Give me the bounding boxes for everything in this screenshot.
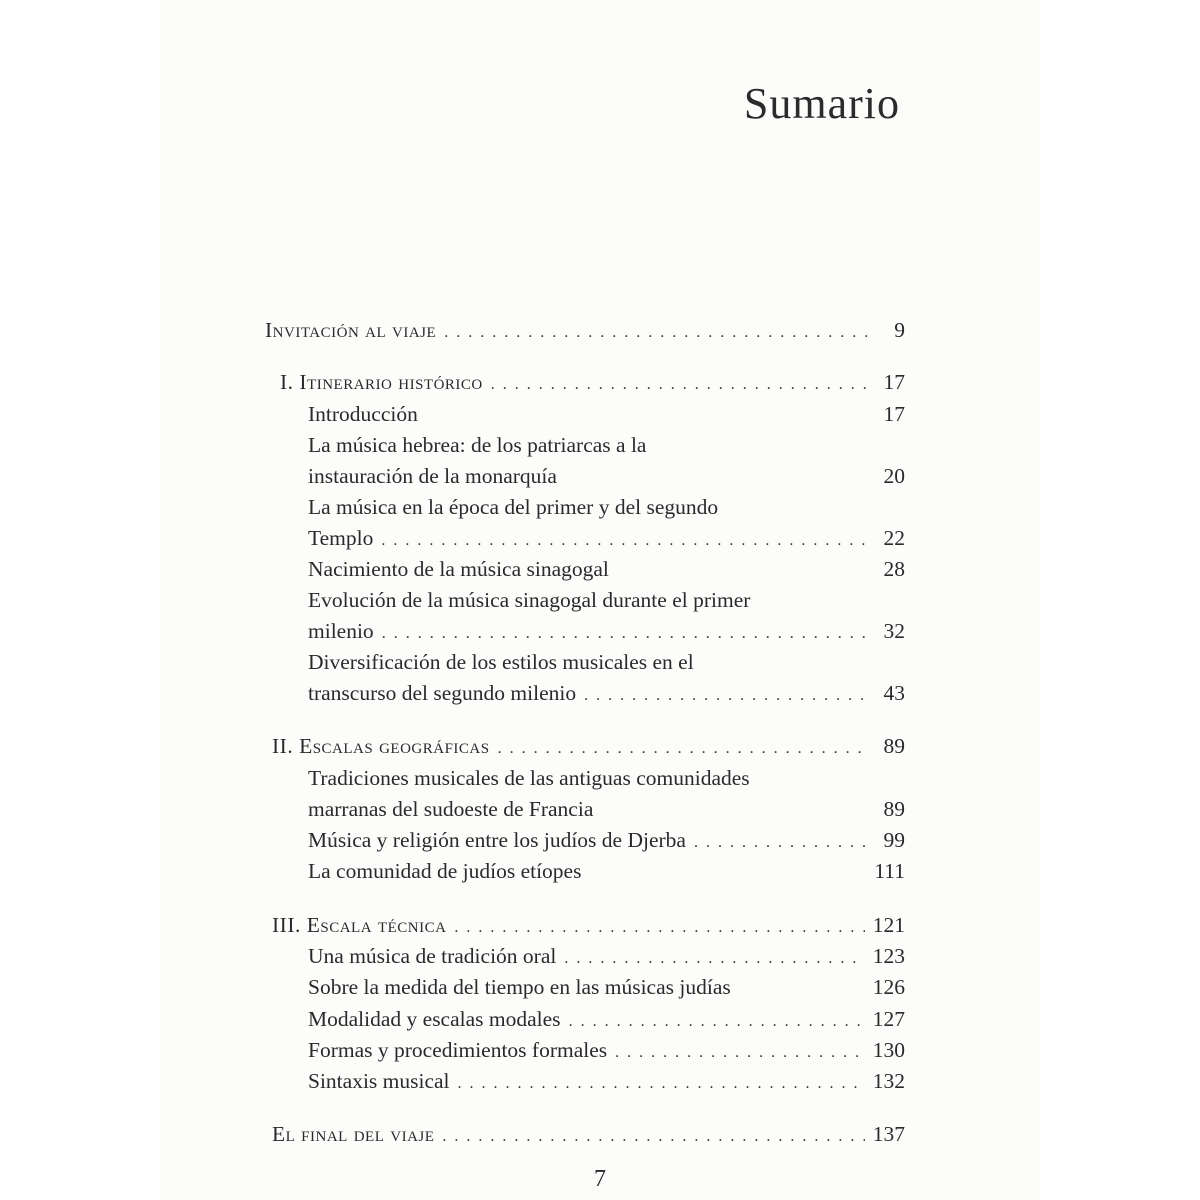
toc-entry-part-3[interactable]	[272, 913, 905, 938]
toc-page-number: 127	[872, 1007, 905, 1031]
toc-entry-final[interactable]	[272, 1122, 905, 1147]
toc-entry-templo[interactable]	[308, 526, 905, 551]
toc-page-number: 121	[872, 913, 905, 937]
toc-page-number: 20	[883, 464, 905, 488]
toc-page-number: 137	[872, 1122, 905, 1146]
toc-page-number: 132	[872, 1069, 905, 1093]
toc-page-number: 9	[894, 318, 905, 342]
leader-dots	[382, 625, 867, 643]
toc-label: Templo	[308, 526, 374, 550]
toc-label: transcurso del segundo milenio	[308, 681, 577, 705]
leader-dots	[584, 687, 867, 705]
toc-page-number: 89	[883, 734, 905, 758]
page-title: Sumario	[743, 79, 900, 128]
toc-label: Sobre la medida del tiempo en las músicas judías	[308, 975, 731, 999]
toc-entry-introduccion[interactable]	[308, 402, 905, 427]
toc-label: Invitación al viaje	[265, 318, 437, 342]
toc-entry-diversificacion[interactable]	[308, 681, 905, 706]
toc-entry-modalidad[interactable]	[308, 1007, 905, 1032]
toc-page-number: 17	[883, 402, 905, 426]
toc-entry-tradiciones[interactable]	[308, 797, 905, 822]
toc-label: milenio	[308, 619, 374, 643]
toc-page-number: 123	[872, 944, 905, 968]
toc-entry-evolucion[interactable]	[308, 619, 905, 644]
leader-dots	[444, 324, 867, 342]
toc-page-number: 111	[874, 859, 905, 883]
toc-label: Formas y procedimientos formales	[308, 1038, 608, 1062]
toc-entry-djerba[interactable]	[308, 828, 905, 853]
toc-page-number: 43	[883, 681, 905, 705]
toc-entry-hebrea[interactable]	[308, 464, 905, 489]
toc-entry-diversificacion-line1: Diversificación de los estilos musicales en el	[308, 650, 694, 674]
toc-label: Nacimiento de la música sinagogal	[308, 557, 609, 581]
toc-entry-evolucion-line1: Evolución de la música sinagogal durante el primer	[308, 588, 751, 612]
toc-entry-etiopes[interactable]	[308, 859, 905, 884]
toc-label: El final del viaje	[272, 1122, 435, 1146]
toc-label: La comunidad de judíos etíopes	[308, 859, 582, 883]
toc-label: Introducción	[308, 402, 418, 426]
toc-entry-part-2[interactable]	[272, 734, 905, 759]
toc-label: I. Itinerario histórico	[280, 370, 483, 394]
toc-page-number: 126	[872, 975, 905, 999]
toc-page-number: 89	[883, 797, 905, 821]
leader-dots	[694, 834, 867, 852]
leader-dots	[454, 919, 864, 937]
leader-dots	[381, 532, 867, 550]
leader-dots	[491, 376, 867, 394]
folio-page-number: 7	[594, 1166, 606, 1192]
toc-label: instauración de la monarquía	[308, 464, 557, 488]
toc-page-number: 22	[883, 526, 905, 550]
toc-page-number: 99	[883, 828, 905, 852]
toc-label: marranas del sudoeste de Francia	[308, 797, 594, 821]
toc-entry-templo-line1: La música en la época del primer y del segundo	[308, 495, 719, 519]
toc-entry-invitacion[interactable]	[265, 318, 905, 343]
leader-dots	[442, 1128, 864, 1146]
toc-page-number: 28	[883, 557, 905, 581]
leader-dots	[569, 1013, 865, 1031]
leader-dots	[498, 740, 867, 758]
toc-label: Sintaxis musical	[308, 1069, 450, 1093]
toc-entry-sintaxis[interactable]	[308, 1069, 905, 1094]
leader-dots	[564, 950, 864, 968]
toc-label: Modalidad y escalas modales	[308, 1007, 561, 1031]
toc-label: Una música de tradición oral	[308, 944, 557, 968]
leader-dots	[615, 1044, 865, 1062]
toc-entry-medida[interactable]	[308, 975, 905, 1000]
toc-page-number: 32	[883, 619, 905, 643]
toc-entry-hebrea-line1: La música hebrea: de los patriarcas a la	[308, 433, 647, 457]
toc-entry-tradiciones-line1: Tradiciones musicales de las antiguas comunidades	[308, 766, 750, 790]
toc-label: II. Escalas geográficas	[272, 734, 490, 758]
toc-page-number: 17	[883, 370, 905, 394]
toc-entry-part-1[interactable]	[280, 370, 905, 395]
toc-entry-formas[interactable]	[308, 1038, 905, 1063]
toc-page-number: 130	[872, 1038, 905, 1062]
toc-entry-oral[interactable]	[308, 944, 905, 969]
leader-dots	[458, 1075, 865, 1093]
toc-entry-nacimiento[interactable]	[308, 557, 905, 582]
toc-label: Música y religión entre los judíos de Djerba	[308, 828, 686, 852]
toc-label: III. Escala técnica	[272, 913, 447, 937]
